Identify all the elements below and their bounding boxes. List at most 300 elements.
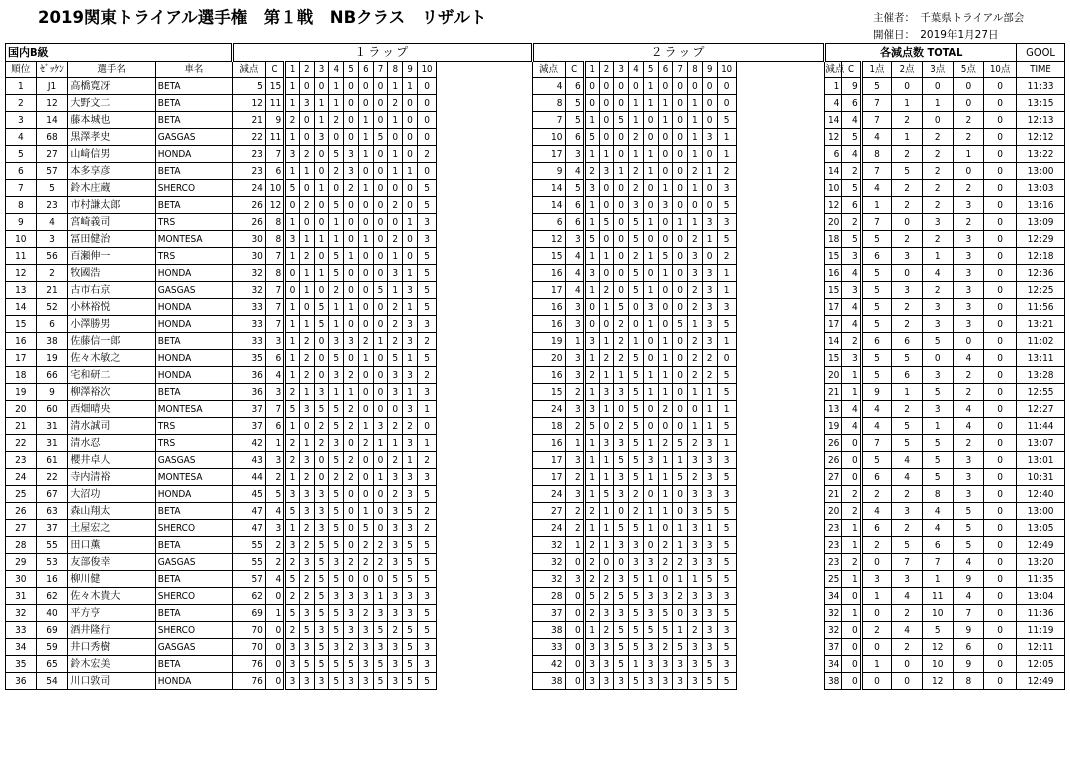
total-penalty-cell: 70 bbox=[232, 639, 265, 656]
lap1-section-score: 2 bbox=[417, 503, 436, 520]
lap1-section-score: 0 bbox=[373, 486, 388, 503]
lap2-section-score: 3 bbox=[688, 554, 703, 571]
lap2-penalty-cell: 18 bbox=[825, 231, 842, 248]
lap2-clean-cell: 0 bbox=[842, 469, 861, 486]
lap2-section-header: 4 bbox=[629, 62, 644, 78]
lap2-section-score: 3 bbox=[702, 265, 717, 282]
penalty-count-cell: 1 bbox=[892, 129, 923, 146]
lap2-section-score: 3 bbox=[658, 588, 673, 605]
total-clean-cell: 4 bbox=[265, 503, 284, 520]
lap-gap bbox=[736, 469, 825, 486]
lap2-section-score: 1 bbox=[673, 571, 688, 588]
lap2-section-score: 1 bbox=[643, 503, 658, 520]
rider-name-cell: 平方亨 bbox=[68, 605, 155, 622]
total-clean-cell: 0 bbox=[265, 673, 284, 690]
lap1-clean-cell: 3 bbox=[565, 486, 584, 503]
lap-gap bbox=[736, 452, 825, 469]
total-header: 各減点数 TOTAL bbox=[825, 44, 1017, 62]
lap-gap bbox=[437, 622, 532, 639]
lap1-clean-cell: 3 bbox=[565, 231, 584, 248]
penalty-count-cell: 0 bbox=[984, 537, 1017, 554]
lap1-section-score: 3 bbox=[329, 367, 344, 384]
zekken-cell: 31 bbox=[36, 435, 68, 452]
lap2-penalty-cell: 6 bbox=[825, 146, 842, 163]
lap1-section-score: 3 bbox=[299, 554, 314, 571]
lap1-clean-cell: 4 bbox=[565, 248, 584, 265]
bike-cell: BETA bbox=[155, 78, 232, 95]
lap1-section-header: 10 bbox=[417, 62, 436, 78]
penalty-count-cell: 4 bbox=[892, 588, 923, 605]
lap2-clean-cell: 0 bbox=[842, 656, 861, 673]
lap1-section-score: 0 bbox=[388, 401, 403, 418]
lap2-penalty-header: 減点 bbox=[532, 62, 565, 78]
lap-gap bbox=[437, 605, 532, 622]
lap2-section-score: 2 bbox=[629, 180, 644, 197]
lap1-section-score: 1 bbox=[388, 78, 403, 95]
total-penalty-cell: 76 bbox=[232, 673, 265, 690]
lap1-section-score: 0 bbox=[373, 265, 388, 282]
lap2-section-score: 1 bbox=[673, 214, 688, 231]
lap2-section-score: 2 bbox=[629, 163, 644, 180]
lap2-section-score: 0 bbox=[673, 384, 688, 401]
penalty-count-cell: 5 bbox=[861, 316, 892, 333]
rider-name-cell: 宮崎義司 bbox=[68, 214, 155, 231]
lap1-section-score: 1 bbox=[358, 418, 373, 435]
lap1-section-score: 3 bbox=[314, 503, 329, 520]
lap2-clean-cell: 2 bbox=[842, 333, 861, 350]
lap1-section-score: 5 bbox=[329, 452, 344, 469]
lap2-section-score: 3 bbox=[702, 214, 717, 231]
lap2-section-header: 8 bbox=[688, 62, 703, 78]
penalty-count-cell: 3 bbox=[922, 214, 953, 231]
total-penalty-cell: 44 bbox=[232, 469, 265, 486]
lap1-section-score: 5 bbox=[417, 299, 436, 316]
rank-header: 順位 bbox=[6, 62, 37, 78]
lap1-section-score: 0 bbox=[358, 367, 373, 384]
lap1-section-score: 0 bbox=[373, 350, 388, 367]
lap2-clean-cell: 1 bbox=[842, 571, 861, 588]
penalty-count-cell: 0 bbox=[922, 350, 953, 367]
lap2-section-score: 2 bbox=[688, 231, 703, 248]
lap1-section-score: 5 bbox=[329, 605, 344, 622]
lap2-section-score: 2 bbox=[584, 554, 599, 571]
lap1-section-score: 1 bbox=[403, 350, 418, 367]
lap1-section-score: 0 bbox=[344, 520, 359, 537]
lap1-section-score: 3 bbox=[373, 639, 388, 656]
lap1-clean-cell: 6 bbox=[565, 78, 584, 95]
total-clean-cell: 0 bbox=[265, 639, 284, 656]
penalty-count-cell: 5 bbox=[922, 622, 953, 639]
penalty-count-cell: 4 bbox=[892, 469, 923, 486]
rank-cell: 7 bbox=[6, 180, 37, 197]
total-penalty-cell: 42 bbox=[232, 435, 265, 452]
lap2-section-score: 1 bbox=[673, 537, 688, 554]
rider-name-cell: 柳川健 bbox=[68, 571, 155, 588]
lap1-section-score: 2 bbox=[344, 418, 359, 435]
bike-cell: BETA bbox=[155, 656, 232, 673]
penalty-count-cell: 0 bbox=[984, 299, 1017, 316]
lap2-section-score: 0 bbox=[702, 95, 717, 112]
penalty-count-cell: 2 bbox=[892, 605, 923, 622]
lap2-section-score: 3 bbox=[614, 435, 629, 452]
lap1-section-score: 1 bbox=[299, 265, 314, 282]
lap2-section-score: 0 bbox=[643, 537, 658, 554]
penalty-count-cell: 0 bbox=[953, 163, 984, 180]
lap1-section-score: 1 bbox=[299, 384, 314, 401]
penalty-count-cell: 0 bbox=[984, 350, 1017, 367]
lap2-clean-cell: 9 bbox=[842, 78, 861, 95]
lap2-section-score: 5 bbox=[717, 673, 736, 690]
lap2-section-score: 1 bbox=[658, 503, 673, 520]
lap1-section-score: 2 bbox=[358, 605, 373, 622]
lap1-penalty-cell: 17 bbox=[532, 469, 565, 486]
lap1-section-score: 1 bbox=[373, 588, 388, 605]
penalty-count-cell: 6 bbox=[861, 333, 892, 350]
penalty-count-cell: 3 bbox=[892, 571, 923, 588]
lap1-section-score: 5 bbox=[314, 605, 329, 622]
penalty-count-cell: 0 bbox=[984, 435, 1017, 452]
penalty-count-cell: 6 bbox=[861, 520, 892, 537]
lap1-section-score: 2 bbox=[299, 571, 314, 588]
total-penalty-cell: 43 bbox=[232, 452, 265, 469]
lap2-section-score: 0 bbox=[584, 78, 599, 95]
penalty-count-cell: 0 bbox=[984, 639, 1017, 656]
lap1-section-score: 5 bbox=[329, 146, 344, 163]
bike-cell: BETA bbox=[155, 503, 232, 520]
lap2-section-score: 0 bbox=[688, 401, 703, 418]
goal-time-cell: 12:11 bbox=[1017, 639, 1065, 656]
lap1-section-score: 0 bbox=[403, 95, 418, 112]
lap2-clean-cell: 6 bbox=[842, 197, 861, 214]
penalty-count-cell: 6 bbox=[861, 248, 892, 265]
lap-gap bbox=[736, 401, 825, 418]
lap2-section-score: 5 bbox=[629, 639, 644, 656]
lap-gap bbox=[437, 180, 532, 197]
lap2-section-score: 5 bbox=[629, 605, 644, 622]
lap2-section-score: 5 bbox=[629, 367, 644, 384]
lap1-section-score: 0 bbox=[358, 316, 373, 333]
lap1-section-score: 1 bbox=[329, 95, 344, 112]
lap2-section-score: 3 bbox=[629, 554, 644, 571]
goal-time-cell: 13:05 bbox=[1017, 520, 1065, 537]
penalty-count-cell: 4 bbox=[953, 554, 984, 571]
total-penalty-cell: 30 bbox=[232, 231, 265, 248]
penalty-count-cell: 5 bbox=[861, 299, 892, 316]
lap1-section-score: 1 bbox=[388, 435, 403, 452]
lap2-section-score: 0 bbox=[673, 333, 688, 350]
lap2-section-score: 5 bbox=[717, 537, 736, 554]
lap2-section-score: 1 bbox=[658, 112, 673, 129]
lap2-section-score: 0 bbox=[673, 231, 688, 248]
total-clean-cell: 3 bbox=[265, 452, 284, 469]
penalty-count-cell: 2 bbox=[922, 231, 953, 248]
lap1-section-score: 2 bbox=[344, 367, 359, 384]
lap1-section-score: 2 bbox=[285, 452, 300, 469]
lap1-section-score: 5 bbox=[403, 537, 418, 554]
lap1-clean-cell: 1 bbox=[565, 435, 584, 452]
penalty-count-cell: 5 bbox=[922, 435, 953, 452]
lap2-section-score: 0 bbox=[643, 197, 658, 214]
lap1-penalty-cell: 32 bbox=[532, 537, 565, 554]
lap2-section-score: 5 bbox=[702, 673, 717, 690]
lap2-section-score: 5 bbox=[717, 469, 736, 486]
total-penalty-cell: 69 bbox=[232, 605, 265, 622]
lap-gap bbox=[437, 435, 532, 452]
lap1-clean-cell: 0 bbox=[565, 656, 584, 673]
lap2-section-score: 5 bbox=[717, 112, 736, 129]
lap-gap bbox=[437, 656, 532, 673]
lap2-section-score: 0 bbox=[717, 350, 736, 367]
lap2-section-score: 2 bbox=[688, 622, 703, 639]
rank-cell: 31 bbox=[6, 588, 37, 605]
lap2-section-score: 0 bbox=[673, 299, 688, 316]
lap1-section-score: 0 bbox=[358, 401, 373, 418]
lap2-section-score: 1 bbox=[584, 622, 599, 639]
lap2-section-score: 3 bbox=[688, 520, 703, 537]
lap2-clean-cell: 0 bbox=[842, 452, 861, 469]
bike-cell: BETA bbox=[155, 333, 232, 350]
rider-name-cell: 櫻井卓人 bbox=[68, 452, 155, 469]
rider-name-cell: 大沼功 bbox=[68, 486, 155, 503]
lap2-section-score: 3 bbox=[599, 656, 614, 673]
lap-gap bbox=[736, 248, 825, 265]
penalty-count-cell: 7 bbox=[861, 95, 892, 112]
lap2-section-score: 0 bbox=[673, 282, 688, 299]
lap2-section-score: 5 bbox=[717, 605, 736, 622]
lap1-clean-cell: 3 bbox=[565, 146, 584, 163]
table-row bbox=[6, 656, 1065, 673]
penalty-count-cell: 0 bbox=[922, 112, 953, 129]
rider-name-cell: 寺内清裕 bbox=[68, 469, 155, 486]
zekken-cell: 40 bbox=[36, 605, 68, 622]
penalty-count-cell: 0 bbox=[984, 588, 1017, 605]
penalty-count-cell: 0 bbox=[984, 146, 1017, 163]
lap2-section-score: 2 bbox=[584, 605, 599, 622]
lap2-section-score: 5 bbox=[702, 656, 717, 673]
lap1-section-score: 1 bbox=[358, 146, 373, 163]
penalty-count-cell: 2 bbox=[861, 622, 892, 639]
lap2-section-score: 3 bbox=[614, 673, 629, 690]
lap-gap bbox=[736, 605, 825, 622]
penalty-count-cell: 5 bbox=[892, 163, 923, 180]
lap1-section-score: 3 bbox=[358, 639, 373, 656]
total-clean-cell: 8 bbox=[265, 265, 284, 282]
lap1-section-score: 2 bbox=[299, 350, 314, 367]
lap1-section-score: 3 bbox=[344, 333, 359, 350]
lap1-section-score: 3 bbox=[314, 673, 329, 690]
zekken-cell: 27 bbox=[36, 146, 68, 163]
total-penalty-cell: 23 bbox=[232, 163, 265, 180]
penalty-count-cell: 2 bbox=[892, 180, 923, 197]
lap1-section-score: 2 bbox=[344, 180, 359, 197]
lap1-section-score: 2 bbox=[373, 537, 388, 554]
lap1-section-score: 0 bbox=[417, 418, 436, 435]
lap2-section-score: 3 bbox=[643, 605, 658, 622]
lap2-section-score: 1 bbox=[643, 282, 658, 299]
total-penalty-cell: 47 bbox=[232, 520, 265, 537]
lap1-section-score: 1 bbox=[314, 231, 329, 248]
lap1-section-score: 3 bbox=[358, 622, 373, 639]
lap1-section-score: 0 bbox=[373, 248, 388, 265]
total-clean-cell: 11 bbox=[265, 95, 284, 112]
lap1-section-score: 5 bbox=[373, 129, 388, 146]
lap2-clean-cell: 0 bbox=[842, 622, 861, 639]
lap1-section-score: 0 bbox=[358, 214, 373, 231]
lap2-section-score: 0 bbox=[643, 333, 658, 350]
lap2-section-score: 0 bbox=[599, 112, 614, 129]
total-penalty-cell: 37 bbox=[232, 401, 265, 418]
lap1-section-score: 2 bbox=[417, 367, 436, 384]
lap2-section-score: 0 bbox=[614, 282, 629, 299]
lap2-section-header: 2 bbox=[599, 62, 614, 78]
lap-gap bbox=[736, 486, 825, 503]
lap1-section-score: 3 bbox=[299, 673, 314, 690]
lap2-section-score: 0 bbox=[658, 316, 673, 333]
lap1-clean-cell: 3 bbox=[565, 367, 584, 384]
lap2-section-score: 3 bbox=[702, 299, 717, 316]
lap1-penalty-cell: 15 bbox=[532, 248, 565, 265]
rank-cell: 9 bbox=[6, 214, 37, 231]
lap1-penalty-cell: 16 bbox=[532, 316, 565, 333]
penalty-count-cell: 0 bbox=[892, 656, 923, 673]
lap-gap bbox=[437, 299, 532, 316]
zekken-cell: 54 bbox=[36, 673, 68, 690]
rider-name-cell: 小林裕悦 bbox=[68, 299, 155, 316]
lap1-penalty-cell: 9 bbox=[532, 163, 565, 180]
lap2-section-score: 0 bbox=[673, 78, 688, 95]
lap1-section-score: 3 bbox=[329, 639, 344, 656]
lap1-section-score: 0 bbox=[373, 520, 388, 537]
lap-gap bbox=[736, 588, 825, 605]
goal-time-cell: 13:20 bbox=[1017, 554, 1065, 571]
penalty-count-cell: 5 bbox=[861, 78, 892, 95]
lap1-section-score: 3 bbox=[299, 605, 314, 622]
bike-cell: BETA bbox=[155, 95, 232, 112]
lap1-section-score: 1 bbox=[285, 214, 300, 231]
penalty-count-cell: 4 bbox=[922, 520, 953, 537]
rank-cell: 23 bbox=[6, 452, 37, 469]
lap1-section-score: 0 bbox=[373, 78, 388, 95]
lap1-section-score: 5 bbox=[329, 248, 344, 265]
lap1-section-score: 1 bbox=[403, 214, 418, 231]
lap2-section-score: 2 bbox=[584, 503, 599, 520]
lap2-section-score: 0 bbox=[673, 367, 688, 384]
lap-gap bbox=[437, 401, 532, 418]
lap-gap bbox=[437, 350, 532, 367]
lap1-penalty-cell: 14 bbox=[532, 197, 565, 214]
lap1-section-score: 1 bbox=[285, 520, 300, 537]
bike-cell: GASGAS bbox=[155, 452, 232, 469]
lap2-section-score: 1 bbox=[702, 418, 717, 435]
table-row bbox=[6, 163, 1065, 180]
rank-cell: 29 bbox=[6, 554, 37, 571]
lap1-section-score: 5 bbox=[314, 401, 329, 418]
zekken-cell: 63 bbox=[36, 503, 68, 520]
goal-time-cell: 11:35 bbox=[1017, 571, 1065, 588]
lap1-section-score: 3 bbox=[417, 316, 436, 333]
lap-gap bbox=[736, 554, 825, 571]
zekken-cell: 16 bbox=[36, 571, 68, 588]
rank-cell: 21 bbox=[6, 418, 37, 435]
zekken-cell: 19 bbox=[36, 350, 68, 367]
lap2-section-score: 2 bbox=[599, 282, 614, 299]
lap-gap bbox=[437, 129, 532, 146]
penalty-count-cell: 2 bbox=[892, 401, 923, 418]
penalty-count-cell: 5 bbox=[922, 452, 953, 469]
lap2-penalty-cell: 21 bbox=[825, 384, 842, 401]
lap2-section-score: 2 bbox=[673, 554, 688, 571]
lap1-section-score: 0 bbox=[373, 163, 388, 180]
lap2-section-score: 1 bbox=[643, 95, 658, 112]
lap2-section-score: 0 bbox=[688, 78, 703, 95]
lap1-section-score: 1 bbox=[285, 418, 300, 435]
lap1-section-score: 0 bbox=[373, 384, 388, 401]
lap2-section-header: 5 bbox=[643, 62, 658, 78]
lap2-section-score: 0 bbox=[643, 486, 658, 503]
lap1-section-score: 3 bbox=[403, 282, 418, 299]
lap2-section-score: 3 bbox=[688, 265, 703, 282]
lap1-section-score: 3 bbox=[314, 384, 329, 401]
lap2-section-score: 1 bbox=[643, 163, 658, 180]
table-row bbox=[6, 231, 1065, 248]
penalty-count-cell: 6 bbox=[922, 537, 953, 554]
lap2-section-score: 3 bbox=[629, 197, 644, 214]
lap2-section-score: 5 bbox=[629, 622, 644, 639]
lap1-section-score: 3 bbox=[403, 486, 418, 503]
total-clean-cell: 0 bbox=[265, 622, 284, 639]
table-row bbox=[6, 197, 1065, 214]
lap2-section-score: 2 bbox=[629, 248, 644, 265]
lap-gap bbox=[736, 418, 825, 435]
lap2-clean-cell: 6 bbox=[842, 95, 861, 112]
lap2-section-score: 1 bbox=[643, 78, 658, 95]
lap2-penalty-cell: 16 bbox=[825, 265, 842, 282]
goal-time-cell: 13:28 bbox=[1017, 367, 1065, 384]
lap2-section-score: 5 bbox=[614, 656, 629, 673]
table-row bbox=[6, 452, 1065, 469]
lap2-section-score: 1 bbox=[658, 469, 673, 486]
lap2-section-score: 3 bbox=[599, 673, 614, 690]
lap2-section-score: 1 bbox=[688, 95, 703, 112]
lap2-section-score: 5 bbox=[717, 231, 736, 248]
lap2-clean-cell: 4 bbox=[842, 418, 861, 435]
lap1-section-score: 3 bbox=[417, 384, 436, 401]
lap2-section-score: 5 bbox=[717, 503, 736, 520]
lap2-section-score: 3 bbox=[599, 435, 614, 452]
lap2-section-score: 2 bbox=[688, 469, 703, 486]
lap-gap bbox=[736, 129, 825, 146]
lap2-section-score: 1 bbox=[658, 350, 673, 367]
goal-time-cell: 12:25 bbox=[1017, 282, 1065, 299]
lap2-section-score: 3 bbox=[629, 537, 644, 554]
bike-cell: GASGAS bbox=[155, 554, 232, 571]
lap2-section-score: 0 bbox=[629, 316, 644, 333]
lap1-clean-cell: 2 bbox=[565, 418, 584, 435]
bike-cell: BETA bbox=[155, 384, 232, 401]
lap2-section-score: 3 bbox=[584, 333, 599, 350]
lap1-section-score: 0 bbox=[285, 197, 300, 214]
total-clean-cell: 5 bbox=[265, 486, 284, 503]
rank-cell: 14 bbox=[6, 299, 37, 316]
penalty-count-cell: 4 bbox=[953, 588, 984, 605]
lap2-section-score: 1 bbox=[688, 112, 703, 129]
lap1-section-score: 3 bbox=[417, 469, 436, 486]
total-clean-cell: 1 bbox=[265, 605, 284, 622]
lap1-section-score: 1 bbox=[358, 180, 373, 197]
lap2-section-score: 2 bbox=[584, 537, 599, 554]
lap1-section-score: 0 bbox=[373, 112, 388, 129]
lap1-section-score: 0 bbox=[358, 163, 373, 180]
